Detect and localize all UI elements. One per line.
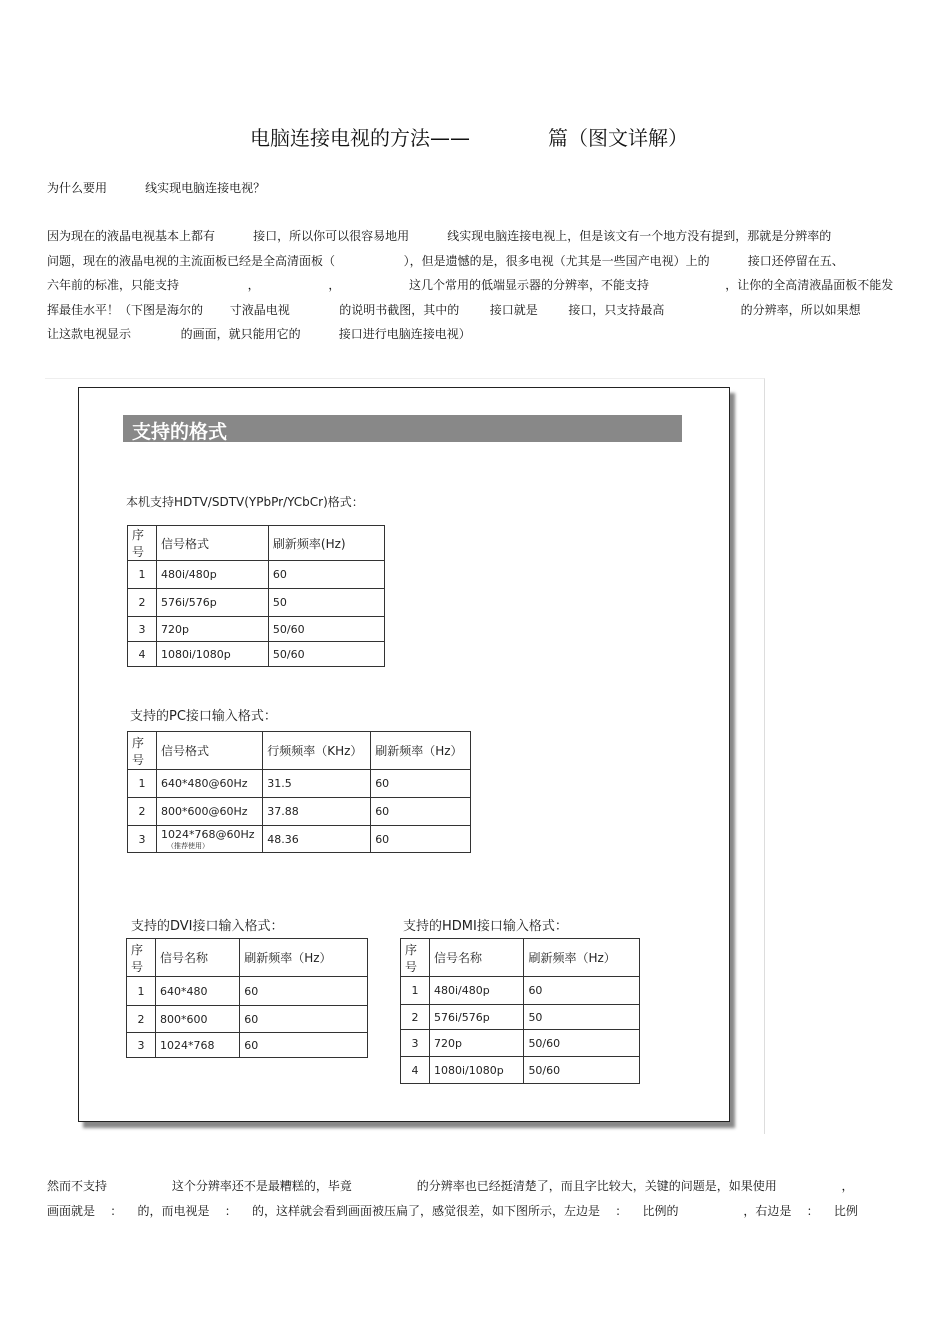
cell: 2: [401, 1005, 430, 1030]
cell: 37.88: [263, 798, 371, 826]
cell: 480i/480p: [157, 561, 269, 589]
cell: 50/60: [524, 1030, 640, 1057]
hdtv-header-refresh: 刷新频率(Hz): [268, 526, 384, 561]
document-title: [0, 122, 950, 148]
cell: 4: [128, 642, 157, 667]
bottom-line-2: 画面就是 ： 的，而电视是 ： 的，这样就会看到画面被压扁了，感觉很差，如下图所示，左边是 ： 比例的 ，右边是 ： 比例: [47, 1204, 858, 1218]
hdtv-format-table: [127, 525, 385, 667]
pc-caption: 支持的PC接口输入格式：: [130, 709, 277, 724]
cell: 60: [268, 561, 384, 589]
cell: 800*600: [156, 1006, 240, 1033]
cell: 3: [127, 1033, 156, 1058]
cell: 2: [128, 798, 157, 826]
cell: 1080i/1080p: [430, 1057, 524, 1084]
dvi-header-signal: 信号名称: [156, 939, 240, 977]
dvi-caption: 支持的DVI接口输入格式：: [131, 919, 284, 934]
title-part-1: 电脑连接电视的方法——: [250, 126, 470, 150]
table-row: [128, 561, 385, 589]
title-part-2: 篇（图文详解）: [548, 126, 688, 150]
cell: 50/60: [524, 1057, 640, 1084]
cell: 2: [128, 589, 157, 617]
cell: 480i/480p: [430, 977, 524, 1005]
cell: 1080i/1080p: [157, 642, 269, 667]
cell: 50/60: [268, 642, 384, 667]
table-row: [127, 1006, 368, 1033]
table-row: [401, 1005, 640, 1030]
cell-text: 1024*768@60Hz: [161, 827, 255, 841]
hdmi-header-index: 序号: [401, 939, 430, 977]
cell: 60: [524, 977, 640, 1005]
paragraph-line-1: 因为现在的液晶电视基本上都有 接口，所以你可以很容易地用 线实现电脑连接电视上，但是该文有一个地方没有提到，那就是分辨率的: [47, 229, 832, 243]
pc-format-table: [127, 731, 471, 853]
cell: 50: [268, 589, 384, 617]
table-row: [128, 770, 471, 798]
cell: 60: [371, 826, 471, 853]
table-row: [128, 589, 385, 617]
table-row: [127, 977, 368, 1006]
cell: 1: [128, 561, 157, 589]
cell: 50/60: [268, 617, 384, 642]
table-row: [401, 1030, 640, 1057]
cell: 48.36: [263, 826, 371, 853]
cell: 640*480@60Hz: [157, 770, 263, 798]
table-row: [127, 1033, 368, 1058]
cell: 60: [240, 977, 368, 1006]
manual-heading-band: [123, 415, 682, 442]
pc-header-signal: 信号格式: [157, 732, 263, 770]
recommended-note: （推荐使用）: [167, 841, 209, 850]
cell: 50: [524, 1005, 640, 1030]
cell: 720p: [157, 617, 269, 642]
table-row: [128, 798, 471, 826]
cell: 4: [401, 1057, 430, 1084]
cell: 2: [127, 1006, 156, 1033]
cell: 576i/576p: [157, 589, 269, 617]
dvi-format-table: [126, 938, 368, 1058]
hdmi-format-table: [400, 938, 640, 1084]
cell: 60: [240, 1033, 368, 1058]
hdmi-caption: 支持的HDMI接口输入格式：: [403, 919, 568, 934]
cell: 800*600@60Hz: [157, 798, 263, 826]
paragraph-line-3: 六年前的标准，只能支持 ， ， 这几个常用的低端显示器的分辨率，不能支持 ，让你的全高清液晶面板不能发: [47, 278, 894, 292]
bottom-line-1: 然而不支持 这个分辨率还不是最糟糕的，毕竟 的分辨率也已经挺清楚了，而且字比较大，关键的问题是，如果使用 ，: [47, 1179, 854, 1193]
cell: 3: [401, 1030, 430, 1057]
dvi-header-refresh: 刷新频率（Hz）: [240, 939, 368, 977]
cell: 640*480: [156, 977, 240, 1006]
hdtv-caption: 本机支持HDTV/SDTV(YPbPr/YCbCr)格式：: [126, 495, 364, 509]
hdtv-header-signal: 信号格式: [157, 526, 269, 561]
pc-header-hfreq: 行频频率（KHz）: [263, 732, 371, 770]
cell: 720p: [430, 1030, 524, 1057]
pc-header-index: 序号: [128, 732, 157, 770]
table-row: [128, 617, 385, 642]
cell: 1: [127, 977, 156, 1006]
table-row: [128, 642, 385, 667]
cell: [157, 826, 263, 853]
manual-heading: 支持的格式: [132, 421, 228, 443]
dvi-header-index: 序号: [127, 939, 156, 977]
hdtv-header-index: 序号: [128, 526, 157, 561]
table-row: [401, 1057, 640, 1084]
cell: 3: [128, 826, 157, 853]
paragraph-line-2: 问题，现在的液晶电视的主流面板已经是全高清面板（ ），但是遗憾的是，很多电视（尤其是一些国产电视）上的 接口还停留在五、: [47, 254, 844, 268]
cell: 1: [128, 770, 157, 798]
cell: 60: [371, 770, 471, 798]
cell: 31.5: [263, 770, 371, 798]
table-row: [401, 977, 640, 1005]
pc-header-refresh: 刷新频率（Hz）: [371, 732, 471, 770]
paragraph-line-5: 让这款电视显示 的画面，就只能用它的 接口进行电脑连接电视）: [47, 327, 471, 341]
table-row: [128, 826, 471, 853]
hdmi-header-refresh: 刷新频率（Hz）: [524, 939, 640, 977]
question-line: 为什么要用 线实现电脑连接电视？: [47, 181, 266, 195]
cell: 1: [401, 977, 430, 1005]
cell: 1024*768: [156, 1033, 240, 1058]
cell: 60: [371, 798, 471, 826]
hdmi-header-signal: 信号名称: [430, 939, 524, 977]
cell: 576i/576p: [430, 1005, 524, 1030]
cell: 60: [240, 1006, 368, 1033]
cell: 3: [128, 617, 157, 642]
paragraph-line-4: 挥最佳水平！（下图是海尔的 寸液晶电视 的说明书截图，其中的 接口就是 接口，只支持最高 的分辨率，所以如果想: [47, 303, 861, 317]
